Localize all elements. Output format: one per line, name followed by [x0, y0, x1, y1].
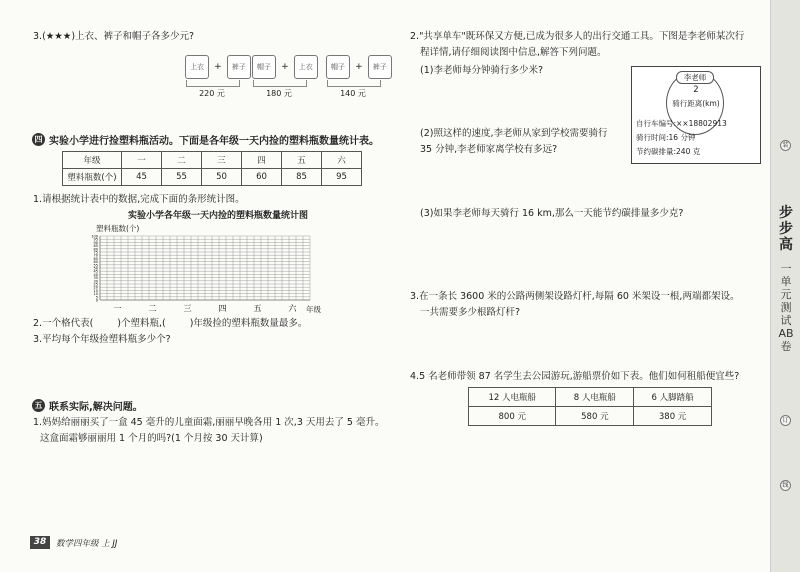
chart-y-tick-label: 20: [93, 285, 98, 290]
ride-detail-card: [631, 66, 761, 164]
right-q4: 4.5 名老师带领 87 名学生去公园游玩,游船票价如下表。他们如何租船便宜些?: [410, 371, 740, 382]
chart-y-tick-label: 80: [93, 247, 98, 252]
table-cell: 50: [202, 169, 242, 186]
boat-price-cell: 380 元: [634, 407, 712, 426]
table-header-cell: 二: [162, 152, 202, 169]
carbon-saved: 节约碳排量:240 克: [636, 147, 701, 156]
ride-distance-label: 骑行距离(km): [672, 99, 720, 108]
table-header-cell: 五: [282, 152, 322, 169]
section4-q1: 1.请根据统计表中的数据,完成下面的条形统计图。: [33, 194, 245, 205]
chart-x-tick-label: 六: [288, 304, 297, 313]
chart-y-tick-label: 95: [93, 237, 98, 242]
chart-grid: [100, 236, 310, 300]
section5-number: 五: [32, 399, 45, 412]
binding-mark-3: 线: [780, 480, 791, 491]
table-cell: 95: [322, 169, 362, 186]
section4-heading: [32, 132, 379, 147]
right-q2-line2: 程详情,请仔细阅读图中信息,解答下列问题。: [420, 47, 607, 58]
chart-y-tick-label: 5: [95, 295, 98, 300]
section5-q1-line1: 1.妈妈给丽丽买了一盒 45 毫升的儿童面霜,丽丽早晚各用 1 次,3 天用去了 5 毫升。: [33, 417, 385, 428]
table-cell: 45: [122, 169, 162, 186]
outfit-group-3: 帽子 + 裤子: [326, 54, 392, 79]
chart-y-tick-label: 40: [93, 272, 98, 277]
price-2: 180 元: [266, 89, 292, 98]
page-number: 38: [30, 536, 50, 549]
table-row: [63, 169, 362, 186]
table-row-label: 塑料瓶数(个): [63, 169, 122, 186]
table-header-cell: 三: [202, 152, 242, 169]
hat-icon: 帽子: [326, 55, 350, 79]
boat-price-row: [469, 407, 712, 426]
chart-x-ticks: [114, 303, 298, 313]
section4-number: 四: [32, 133, 45, 146]
binding-mark-2: 订: [780, 415, 791, 426]
q3-text: 3.(★★★)上衣、裤子和帽子各多少元?: [33, 31, 195, 42]
table-cell: 60: [242, 169, 282, 186]
chart-y-tick-label: 90: [93, 240, 98, 245]
q2-part-b: )个塑料瓶,(: [117, 318, 166, 329]
bracket-3: [327, 80, 381, 87]
right-q3-line2: 一共需要多少根路灯杆?: [420, 307, 521, 318]
q2-part-a: 2.一个格代表(: [33, 318, 94, 329]
q2-part-c: )年级捡的塑料瓶数量最多。: [189, 318, 308, 329]
book-label: 数学四年级 上 JJ: [56, 539, 118, 549]
chart-y-tick-label: 75: [93, 250, 98, 255]
chart-y-axis-label: 塑料瓶数(个): [96, 224, 140, 233]
chart-y-tick-label: 45: [93, 269, 98, 274]
boat-header-cell: 8 人电瓶船: [556, 388, 634, 407]
boat-header-cell: 12 人电瓶船: [469, 388, 556, 407]
chart-y-tick-label: 35: [93, 276, 98, 281]
section5-q1-line2: 这盒面霜够丽丽用 1 个月的吗?(1 个月按 30 天计算): [40, 433, 263, 444]
table-header-cell: 六: [322, 152, 362, 169]
chart-x-tick-label: 一: [113, 304, 122, 313]
chart-y-tick-label: 15: [93, 288, 98, 293]
pants-icon: 裤子: [227, 55, 251, 79]
table-cell: 85: [282, 169, 322, 186]
table-header-row: [63, 152, 362, 169]
chart-y-tick-label: 60: [93, 260, 98, 265]
bracket-2: [253, 80, 307, 87]
chart-y-tick-label: 10: [93, 292, 98, 297]
chart-x-tick-label: 五: [253, 304, 262, 313]
table-header-cell: 一: [122, 152, 162, 169]
bottle-stats-table: [62, 151, 362, 186]
right-q2-sub2-line2: 35 分钟,李老师家离学校有多远?: [420, 144, 558, 155]
chart-x-tick-label: 三: [183, 304, 192, 313]
right-q2-sub3: (3)如果李老师每天骑行 16 km,那么一天能节约碳排量多少克?: [420, 208, 684, 219]
chart-y-tick-label: 65: [93, 256, 98, 261]
price-3: 140 元: [340, 89, 366, 98]
side-title: 一单元测试AB卷: [778, 262, 794, 353]
section5-title: 联系实际,解决问题。: [49, 402, 143, 413]
ride-time: 骑行时间:16 分钟: [636, 133, 696, 142]
chart-x-axis-label: 年级: [306, 305, 321, 314]
chart-y-tick-label: 25: [93, 282, 98, 287]
right-q2-sub1: (1)李老师每分钟骑行多少米?: [420, 65, 543, 76]
table-header-cell: 四: [242, 152, 282, 169]
right-q2-sub2-line1: (2)照这样的速度,李老师从家到学校需要骑行: [420, 128, 608, 139]
boat-header-row: [469, 388, 712, 407]
shirt-icon: 上衣: [294, 55, 318, 79]
chart-x-tick-label: 四: [218, 304, 227, 313]
chart-y-tick-label: 0: [95, 298, 98, 303]
brand-logo: 步步高: [779, 205, 793, 253]
table-cell: 55: [162, 169, 202, 186]
shirt-icon: 上衣: [185, 55, 209, 79]
bar-chart: [86, 232, 356, 314]
bike-id: 自行车编号:××18802913: [636, 119, 727, 128]
right-q3-line1: 3.在一条长 3600 米的公路两侧架设路灯杆,每隔 60 米架设一根,两端都架设。: [410, 291, 740, 302]
chart-title: 实验小学各年级一天内捡的塑料瓶数量统计图: [128, 211, 309, 221]
section4-q3: 3.平均每个年级捡塑料瓶多少个?: [33, 334, 171, 345]
chart-y-tick-label: 50: [93, 266, 98, 271]
chart-y-tick-label: 70: [93, 253, 98, 258]
chart-y-tick-label: 55: [93, 263, 98, 268]
outfit-group-2: 帽子 + 上衣: [252, 54, 318, 79]
chart-y-tick-label: 100: [91, 234, 98, 239]
chart-y-tick-label: 30: [93, 279, 98, 284]
chart-y-tick-label: 85: [93, 244, 98, 249]
chart-x-tick-label: 二: [148, 304, 157, 313]
boat-header-cell: 6 人脚踏船: [634, 388, 712, 407]
table-header-cell: 年级: [63, 152, 122, 169]
outfit-group-1: 上衣 + 裤子: [185, 54, 251, 79]
ride-count: 2: [693, 85, 699, 95]
boat-price-table: [468, 387, 712, 426]
section5-heading: [32, 398, 143, 413]
hat-icon: 帽子: [252, 55, 276, 79]
price-1: 220 元: [199, 89, 225, 98]
bracket-1: [186, 80, 240, 87]
section4-title: 实验小学进行捡塑料瓶活动。下面是各年级一天内捡的塑料瓶数量统计表。: [49, 136, 379, 147]
right-q2-line1: 2."共享单车"既环保又方便,已成为很多人的出行交通工具。下图是李老师某次行: [410, 31, 745, 42]
pants-icon: 裤子: [368, 55, 392, 79]
boat-price-cell: 580 元: [556, 407, 634, 426]
chart-y-ticks: [91, 235, 98, 303]
boat-price-cell: 800 元: [469, 407, 556, 426]
section4-q2: [33, 317, 307, 330]
binding-mark-1: 装: [780, 140, 791, 151]
rider-name: 李老师: [676, 71, 714, 84]
